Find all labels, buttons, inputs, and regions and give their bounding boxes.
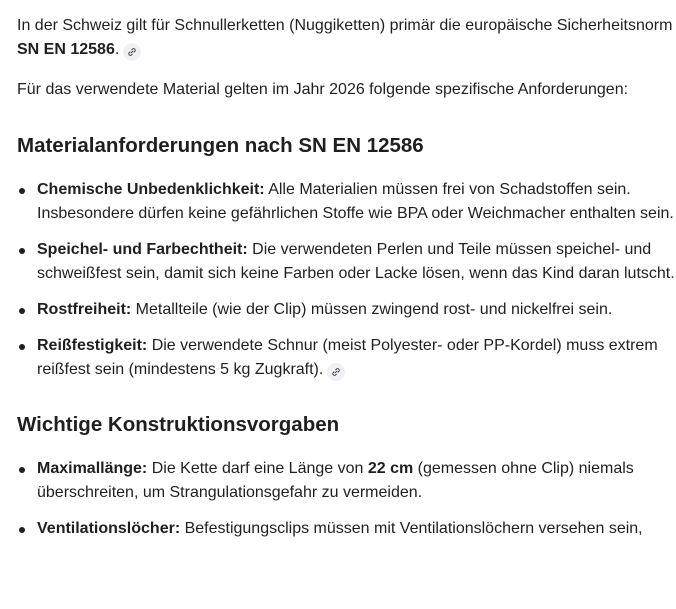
link-icon — [331, 367, 341, 377]
item-term: Reißfestigkeit: — [37, 337, 148, 354]
bullet-dot — [19, 344, 25, 350]
item-text: Die verwendete Schnur (meist Polyester- oder PP-Kordel) muss extrem reißfest sein (mindestens 5 kg Zugkraft). — [37, 337, 658, 378]
construction-requirements-list — [17, 457, 676, 541]
intro-text: In der Schweiz gilt für Schnullerketten (Nuggiketten) primär die europäische Sicherheitsnorm — [17, 17, 673, 34]
intro-period: . — [114, 41, 120, 58]
item-term: Rostfreiheit: — [37, 301, 132, 318]
item-term: Ventilationslöcher: — [37, 520, 181, 537]
list-item — [17, 238, 676, 286]
max-length-value: 22 cm — [367, 460, 414, 477]
list-item — [17, 178, 676, 226]
source-link-icon[interactable] — [327, 363, 345, 381]
intro-paragraph-2: Für das verwendete Material gelten im Jahr 2026 folgende spezifische Anforderungen: — [17, 81, 629, 98]
item-term: Chemische Unbedenklichkeit: — [37, 181, 265, 198]
item-term: Speichel- und Farbechtheit: — [37, 241, 248, 258]
item-text: Die verwendeten Perlen und Teile müssen speichel- und schweißfest sein, damit sich keine Farben oder Lacke lösen, wenn das Kind daran lutscht. — [37, 241, 675, 282]
bullet-dot — [19, 188, 25, 194]
bullet-dot — [19, 527, 25, 533]
item-text: Metallteile (wie der Clip) müssen zwingend rost- und nickelfrei sein. — [131, 301, 613, 318]
list-item — [17, 517, 676, 541]
list-item — [17, 334, 676, 382]
material-requirements-list — [17, 178, 676, 382]
norm-name: SN EN 12586 — [17, 41, 115, 58]
list-item — [17, 298, 676, 322]
list-item — [17, 457, 676, 505]
bullet-dot — [19, 467, 25, 473]
link-icon — [127, 47, 137, 57]
section-heading-material: Materialanforderungen nach SN EN 12586 — [17, 134, 424, 157]
bullet-dot — [19, 248, 25, 254]
item-text: (gemessen ohne Clip) niemals überschreiten, um Strangulationsgefahr zu vermeiden. — [37, 460, 634, 501]
item-text: Alle Materialien müssen frei von Schadstoffen sein. Insbesondere dürfen keine gefährlichen Stoffe wie BPA oder Weichmacher enthalten sein. — [37, 181, 674, 222]
bullet-dot — [19, 308, 25, 314]
item-text: Befestigungsclips müssen mit Ventilationslöchern versehen sein, — [180, 520, 643, 537]
source-link-icon[interactable] — [123, 43, 141, 61]
item-term: Maximallänge: — [37, 460, 148, 477]
intro-paragraph — [17, 0, 676, 62]
item-text: Die Kette darf eine Länge von — [147, 460, 368, 477]
section-heading-construction: Wichtige Konstruktionsvorgaben — [17, 413, 340, 436]
